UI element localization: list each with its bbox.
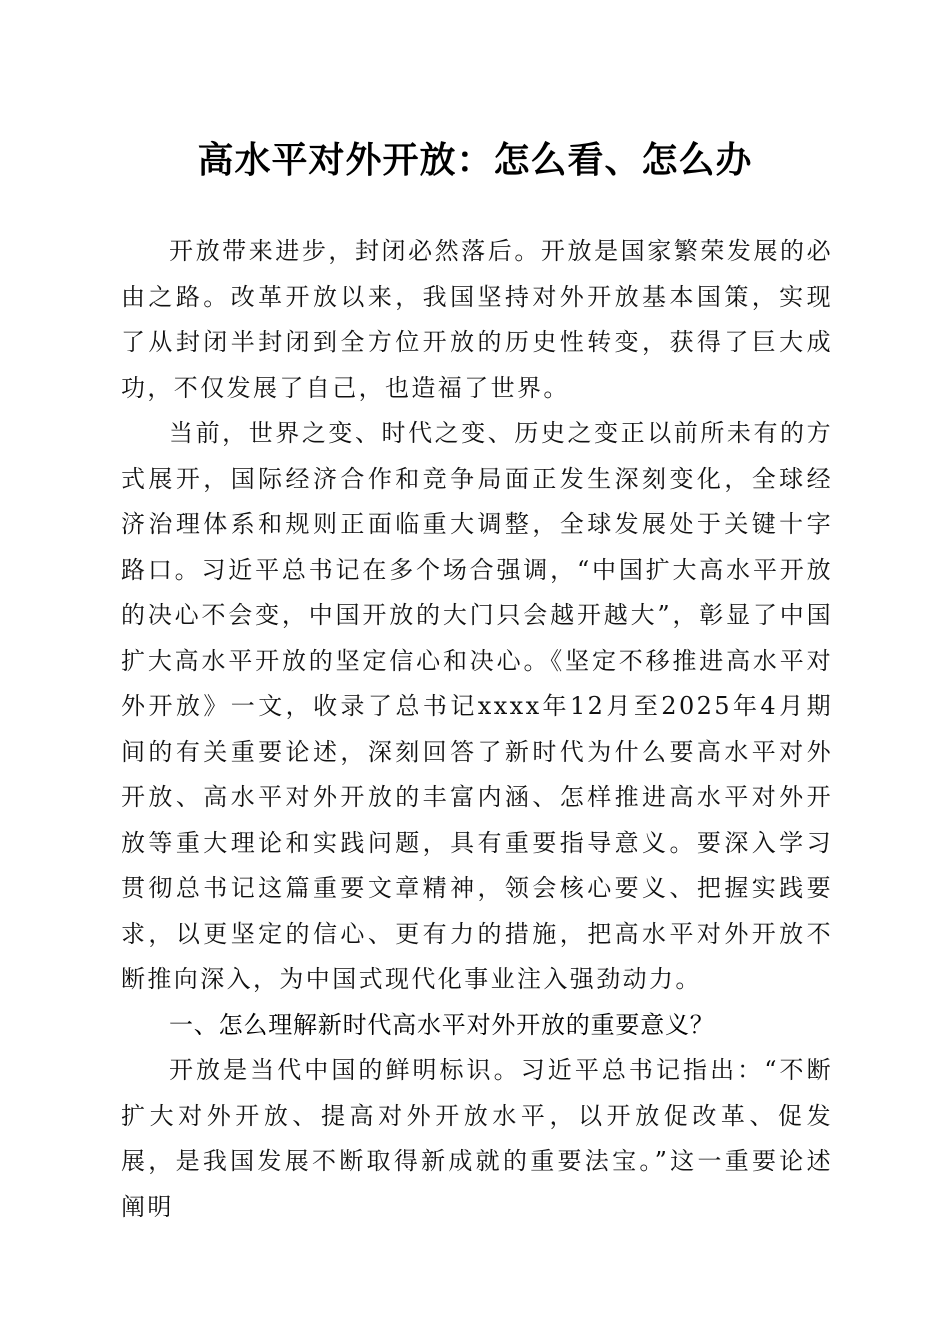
paragraph-section-one: 开放是当代中国的鲜明标识。习近平总书记指出：“不断扩大对外开放、提高对外开放水平，以开放促改革、促发展，是我国发展不断取得新成就的重要法宝。”这一重要论述阐明 xyxy=(121,1056,833,1221)
section-heading: 一、怎么理解新时代高水平对外开放的重要意义？ xyxy=(169,1010,715,1039)
document-body xyxy=(121,229,833,1230)
paragraph-context: 当前，世界之变、时代之变、历史之变正以前所未有的方式展开，国际经济合作和竞争局面正发生深刻变化，全球经济治理体系和规则正面临重大调整，全球发展处于关键十字路口。习近平总书记在多个场合强调，“中国扩大高水平开放的决心不会变，中国开放的大门只会越开越大”，彰显了中国扩大高水平开放的坚定信心和决心。《坚定不移推进高水平对外开放》一文，收录了总书记xxxx年12月至2025年4月期间的有关重要论述，深刻回答了新时代为什么要高水平对外开放、高水平对外开放的丰富内涵、怎样推进高水平对外开放等重大理论和实践问题，具有重要指导意义。要深入学习贯彻总书记这篇重要文章精神，领会核心要义、把握实践要求，以更坚定的信心、更有力的措施，把高水平对外开放不断推向深入，为中国式现代化事业注入强劲动力。 xyxy=(121,419,833,993)
paragraph-intro: 开放带来进步，封闭必然落后。开放是国家繁荣发展的必由之路。改革开放以来，我国坚持对外开放基本国策，实现了从封闭半封闭到全方位开放的历史性转变，获得了巨大成功，不仅发展了自己，也造福了世界。 xyxy=(121,237,833,402)
document-title: 高水平对外开放：怎么看、怎么办 xyxy=(197,139,753,181)
